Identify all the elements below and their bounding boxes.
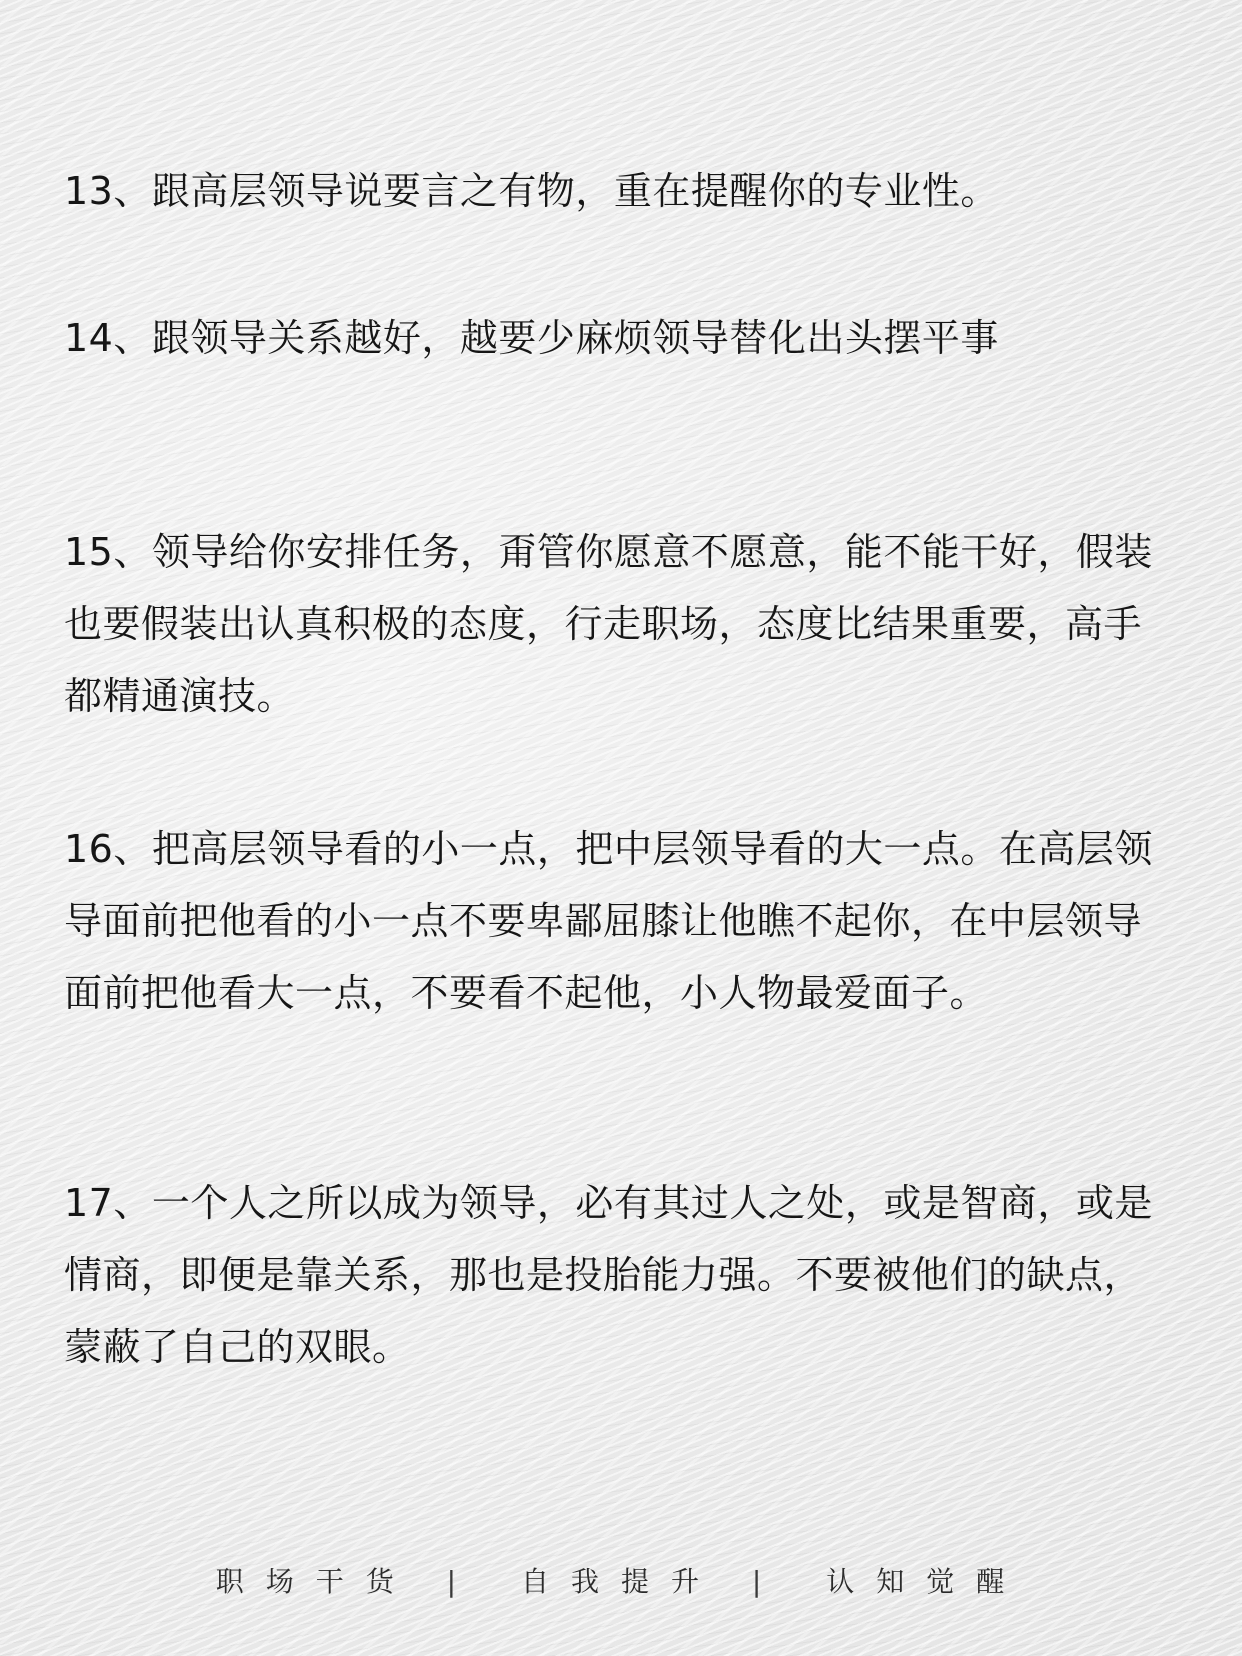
- tip-14: 14、跟领导关系越好，越要少麻烦领导替化出头摆平事: [64, 316, 999, 360]
- footer-separator: |: [751, 1565, 784, 1598]
- tip-15: 15、领导给你安排任务，甭管你愿意不愿意，能不能干好，假装也要假装出认真积极的态度，行走职场，态度比结果重要，高手都精通演技。: [64, 530, 1153, 718]
- footer-tags: [0, 1560, 1242, 1600]
- tip-17: 17、一个人之所以成为领导，必有其过人之处，或是智商，或是情商，即便是靠关系，那也是投胎能力强。不要被他们的缺点，蒙蔽了自己的双眼。: [64, 1181, 1153, 1369]
- footer-tag-self-improvement: 自我提升: [520, 1565, 721, 1598]
- footer-tag-career: 职场干货: [215, 1565, 416, 1598]
- tip-13: 13、跟高层领导说要言之有物，重在提醒你的专业性。: [64, 169, 999, 213]
- tip-16: 16、把高层领导看的小一点，把中层领导看的大一点。在高层领导面前把他看的小一点不要卑鄙屈膝让他瞧不起你，在中层领导面前把他看大一点，不要看不起他，小人物最爱面子。: [64, 827, 1153, 1015]
- footer-tag-awareness: 认知觉醒: [826, 1565, 1027, 1598]
- footer-separator: |: [446, 1565, 479, 1598]
